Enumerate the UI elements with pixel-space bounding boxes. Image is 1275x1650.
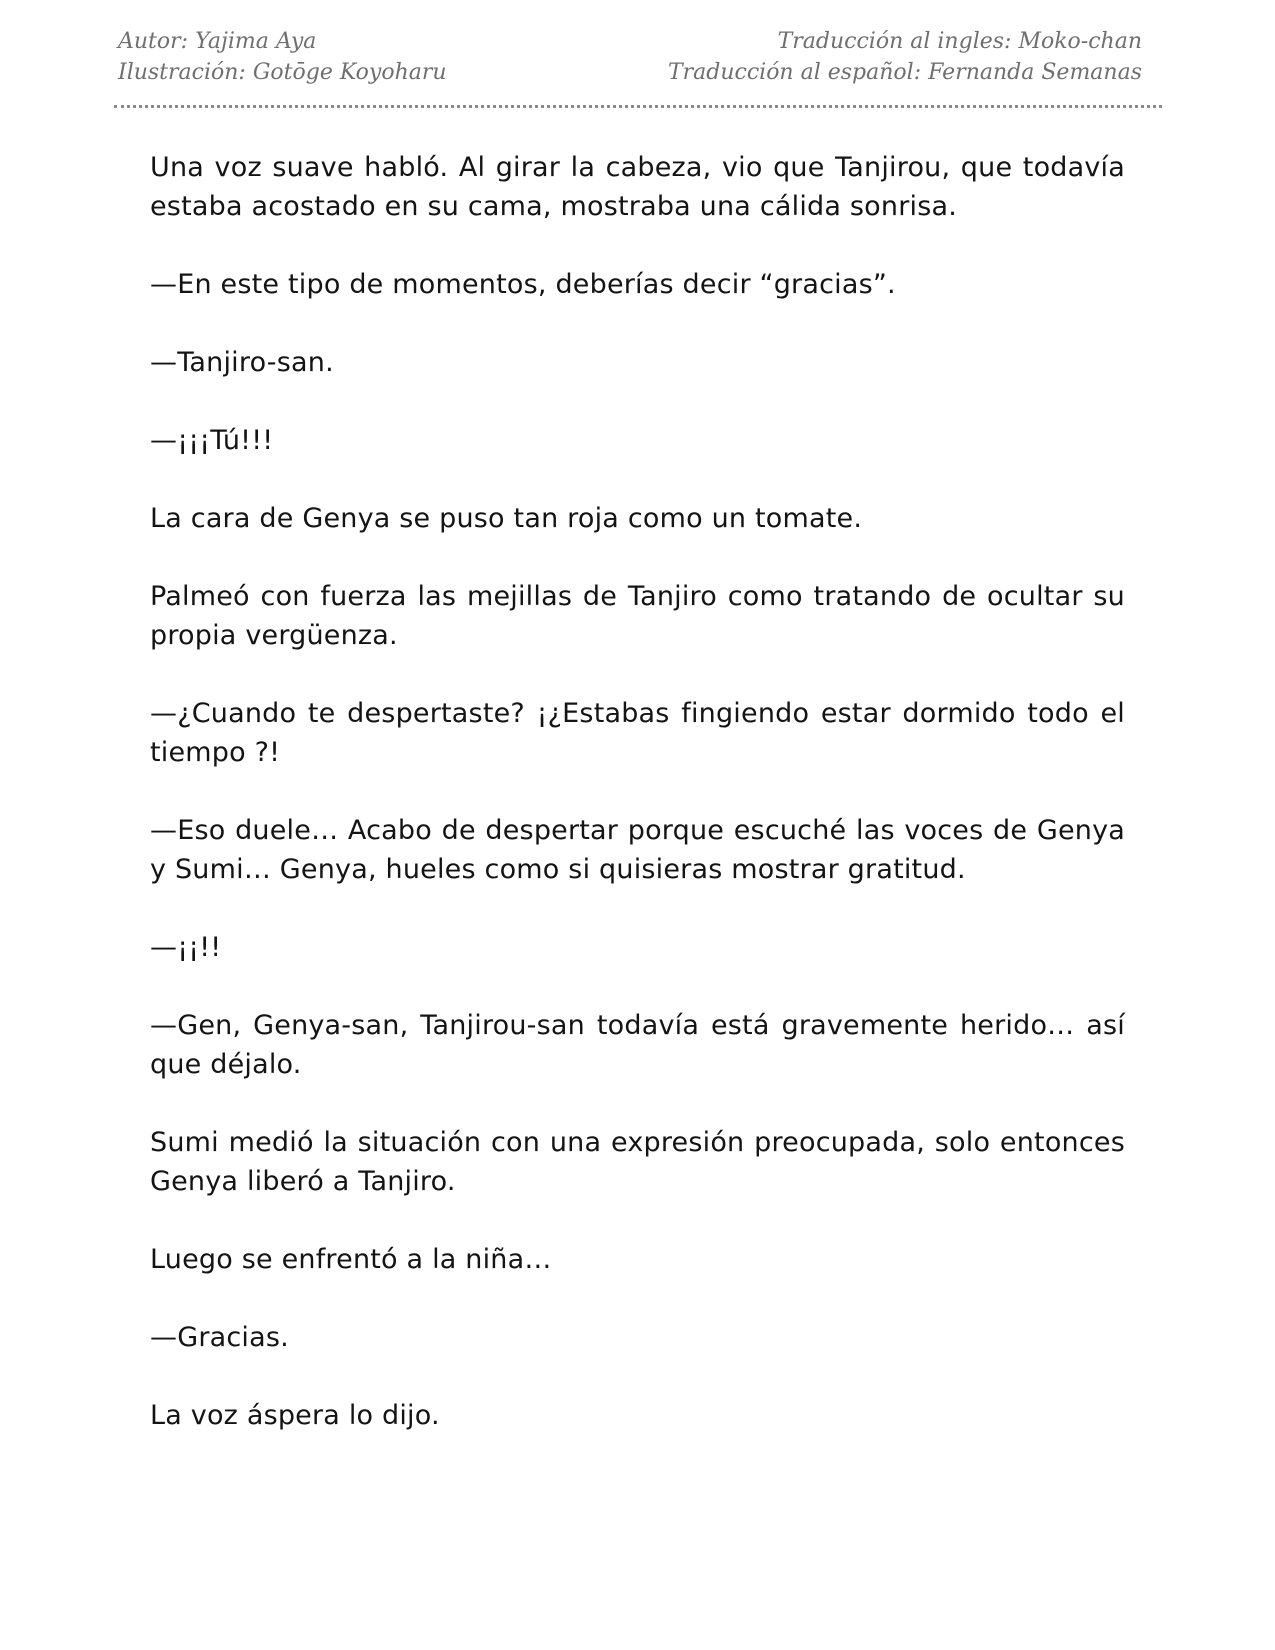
paragraph: —¡¡!! xyxy=(150,932,222,963)
spanish-translation-credit: Traducción al español: Fernanda Semanas xyxy=(667,60,1142,85)
header-credits-left xyxy=(118,26,447,88)
paragraph: —En este tipo de momentos, deberías decir “gracias”. xyxy=(150,269,896,300)
english-translation-credit: Traducción al ingles: Moko-chan xyxy=(777,29,1142,54)
illustration-credit: Ilustración: Gotōge Koyoharu xyxy=(118,60,447,85)
author-credit: Autor: Yajima Aya xyxy=(118,29,317,54)
paragraph: —Gen, Genya-san, Tanjirou-san todavía está gravemente herido… así que déjalo. xyxy=(150,1010,1125,1080)
paragraph: —Tanjiro-san. xyxy=(150,347,334,378)
paragraph: Sumi medió la situación con una expresión preocupada, solo entonces Genya liberó a Tanjiro. xyxy=(150,1127,1125,1197)
paragraph: —Gracias. xyxy=(150,1322,289,1353)
header-credits-right xyxy=(668,26,1142,88)
paragraph: —¿Cuando te despertaste? ¡¿Estabas fingiendo estar dormido todo el tiempo ?! xyxy=(150,698,1125,768)
paragraph: Luego se enfrentó a la niña… xyxy=(150,1244,552,1275)
header-divider xyxy=(114,105,1162,108)
paragraph: Una voz suave habló. Al girar la cabeza, vio que Tanjirou, que todavía estaba acostado en su cama, mostraba una cálida sonrisa. xyxy=(150,152,1125,222)
paragraph: Palmeó con fuerza las mejillas de Tanjiro como tratando de ocultar su propia vergüenza. xyxy=(150,581,1125,651)
page-header xyxy=(118,26,1142,96)
document-body xyxy=(150,148,1125,1474)
paragraph: La voz áspera lo dijo. xyxy=(150,1400,440,1431)
paragraph: La cara de Genya se puso tan roja como un tomate. xyxy=(150,503,863,534)
paragraph: —¡¡¡Tú!!! xyxy=(150,425,274,456)
paragraph: —Eso duele… Acabo de despertar porque escuché las voces de Genya y Sumi… Genya, hueles como si quisieras mostrar gratitud. xyxy=(150,815,1125,885)
